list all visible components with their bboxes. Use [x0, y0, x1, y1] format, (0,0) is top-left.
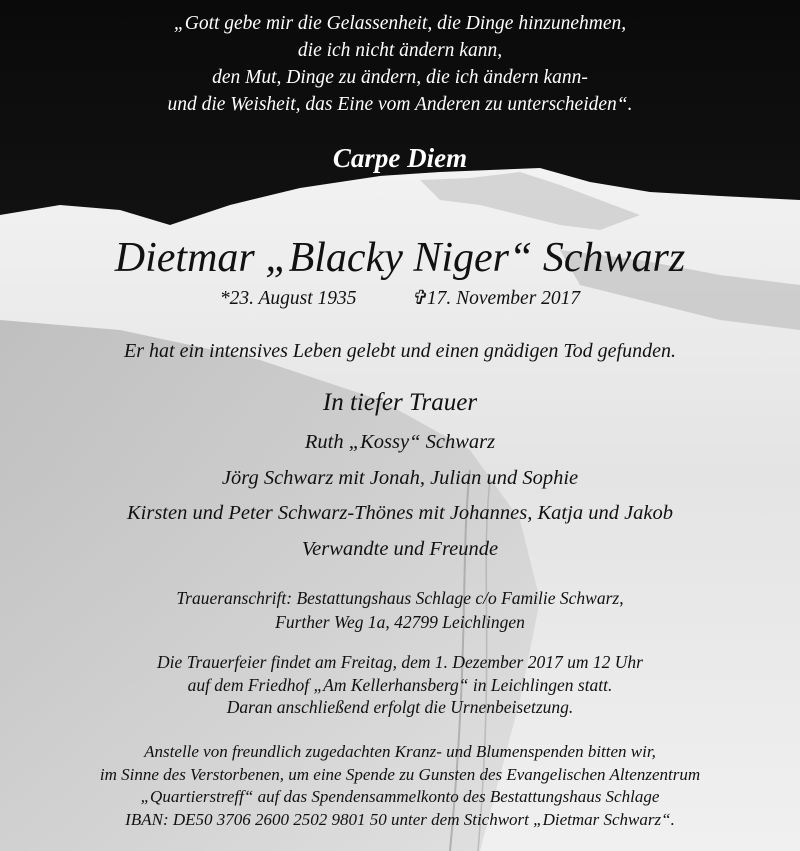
- donation-line: IBAN: DE50 3706 2600 2502 9801 50 unter dem Stichwort „Dietmar Schwarz“.: [125, 809, 675, 829]
- ceremony-info: [0, 651, 800, 719]
- mourners-list: [0, 425, 800, 567]
- donation-line: „Quartierstreff“ auf das Spendensammelkonto des Bestattungshaus Schlage: [140, 787, 660, 806]
- address-line: Traueranschrift: Bestattungshaus Schlage c/o Familie Schwarz,: [176, 588, 624, 608]
- deceased-name: Dietmar „Blacky Niger“ Schwarz: [114, 235, 686, 281]
- mourning-address: [0, 587, 800, 634]
- address-line: Further Weg 1a, 42799 Leichlingen: [275, 611, 525, 632]
- life-dates: [0, 285, 800, 313]
- mourner-name: Jörg Schwarz mit Jonah, Julian und Sophie: [221, 466, 579, 489]
- ceremony-line: auf dem Friedhof „Am Kellerhansberg“ in Leichlingen statt.: [187, 674, 613, 695]
- quote-line: den Mut, Dinge zu ändern, die ich ändern kann-: [212, 67, 588, 88]
- motto: Carpe Diem: [332, 143, 468, 173]
- birth-date: *23. August 1935: [219, 288, 357, 309]
- donation-line: Anstelle von freundlich zugedachten Kranz- und Blumenspenden bitten wir,: [144, 742, 656, 761]
- mourner-name: Ruth „Kossy“ Schwarz: [304, 431, 496, 453]
- ceremony-line: Die Trauerfeier findet am Freitag, dem 1. Dezember 2017 um 12 Uhr: [157, 652, 643, 672]
- quote-line: „Gott gebe mir die Gelassenheit, die Dinge hinzunehmen,: [173, 13, 627, 34]
- life-summary: Er hat ein intensives Leben gelebt und einen gnädigen Tod gefunden.: [124, 340, 676, 362]
- mourning-title: In tiefer Trauer: [322, 389, 478, 416]
- quote-line: die ich nicht ändern kann,: [297, 40, 503, 61]
- death-date: ✞17. November 2017: [410, 288, 581, 309]
- donation-request: [0, 741, 800, 831]
- ceremony-line: Daran anschließend erfolgt die Urnenbeisetzung.: [226, 697, 574, 717]
- quote-line: und die Weisheit, das Eine vom Anderen zu unterscheiden“.: [167, 94, 633, 115]
- serenity-quote: [0, 10, 800, 118]
- donation-line: im Sinne des Verstorbenen, um eine Spende zu Gunsten des Evangelischen Altenzentrum: [99, 764, 701, 784]
- mourner-name: Kirsten und Peter Schwarz-Thönes mit Johannes, Katja und Jakob: [126, 502, 674, 524]
- mourner-name: Verwandte und Freunde: [301, 537, 499, 560]
